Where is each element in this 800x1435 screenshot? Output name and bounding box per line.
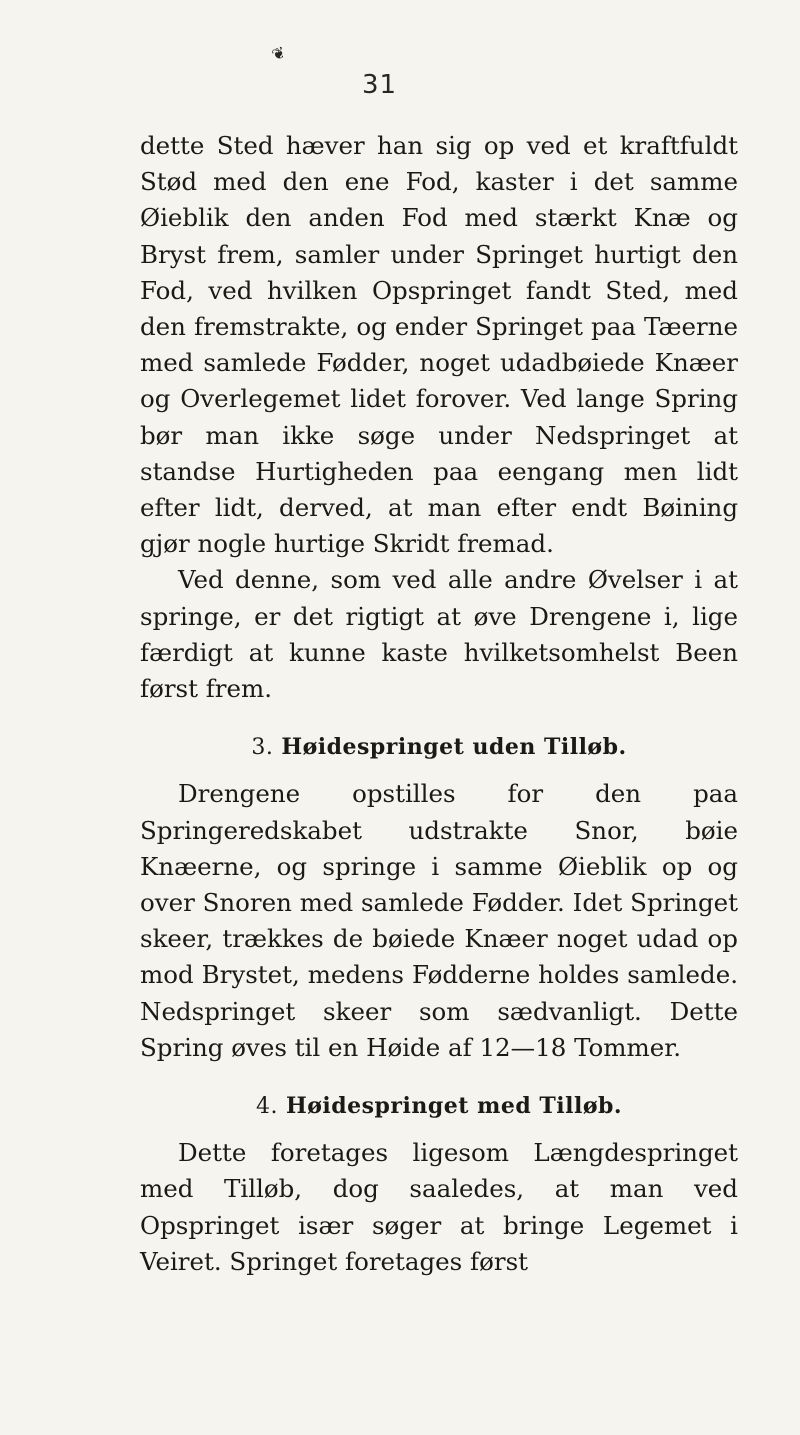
section-heading-4	[140, 1088, 738, 1125]
section-number: 4.	[255, 1094, 278, 1120]
ornament-mark: ❦	[269, 42, 289, 65]
section-number: 3.	[251, 735, 274, 761]
paragraph-high-jump-standing: Drengene opstilles for den paa Springeredskabet udstrakte Snor, bøie Knæerne, og springe i samme Øieblik op og over Snoren med samlede Fødder. Idet Springet skeer, trækkes de bøiede Knæer noget udad op mod Brystet, medens Fødderne holdes samlede. Nedspringet skeer som sædvanligt. Dette Spring øves til en Høide af 12—18 Tommer.	[140, 779, 738, 1062]
paragraph-high-jump-running: Dette foretages ligesom Længdespringet med Tilløb, dog saaledes, at man ved Opspringet især søger at bringe Legemet i Veiret. Springet foretages først	[140, 1138, 738, 1276]
paragraph-practice-note: Ved denne, som ved alle andre Øvelser i at springe, er det rigtigt at øve Drengene i, lige færdigt at kunne kaste hvilketsomhelst Been først frem.	[140, 565, 738, 704]
page-number: 31	[362, 70, 398, 100]
section-title: Høidespringet med Tilløb.	[285, 1093, 623, 1120]
section-heading-3	[140, 729, 738, 766]
page-body	[140, 128, 738, 1280]
paragraph-long-jump-continued: dette Sted hæver han sig op ved et kraftfuldt Stød med den ene Fod, kaster i det samme Øieblik den anden Fod med stærkt Knæ og Bryst frem, samler under Springet hurtigt den Fod, ved hvilken Opspringet fandt Sted, med den fremstrakte, og ender Springet paa Tæerne med samlede Fødder, noget udadbøiede Knæer og Overlegemet lidet forover. Ved lange Spring bør man ikke søge under Nedspringet at standse Hurtigheden paa eengang men lidt efter lidt, derved, at man efter endt Bøining gjør nogle hurtige Skridt fremad.	[140, 131, 738, 559]
section-title: Høidespringet uden Tilløb.	[281, 734, 627, 761]
